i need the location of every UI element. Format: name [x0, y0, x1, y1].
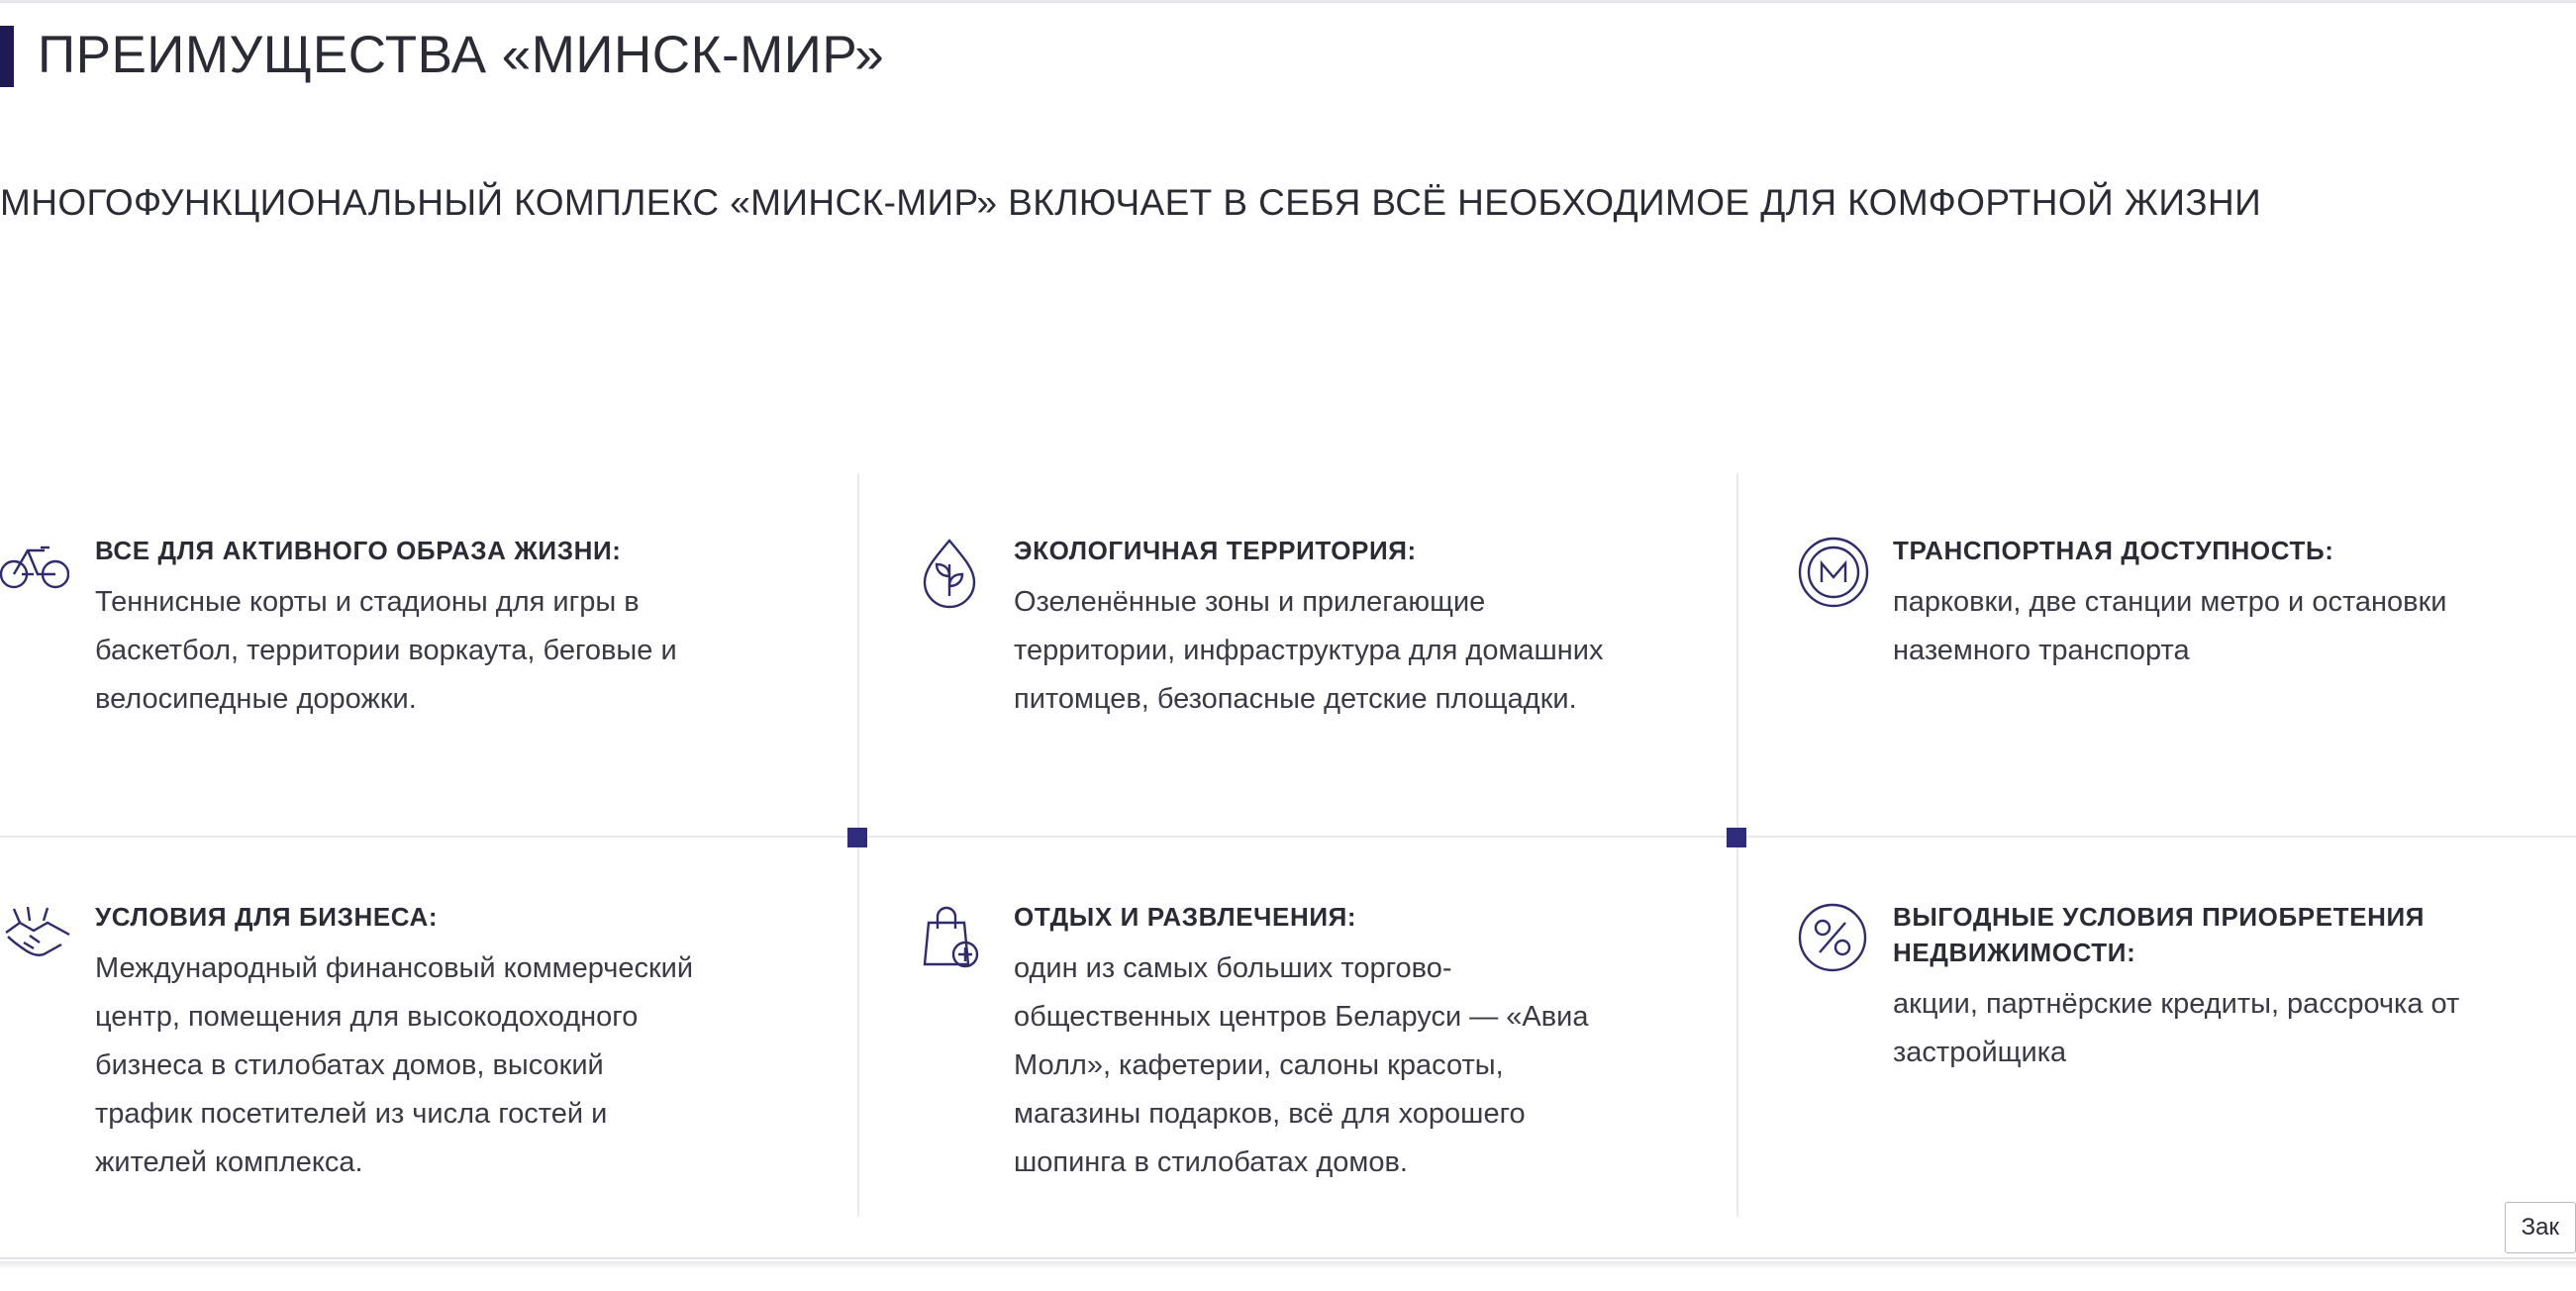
leaf-drop-icon: [919, 533, 1014, 806]
page-bottom-edge: [0, 1257, 2576, 1291]
feature-card-active-lifestyle: [0, 473, 857, 836]
feature-title: ВСЕ ДЛЯ АКТИВНОГО ОБРАЗА ЖИЗНИ:: [95, 536, 622, 565]
bicycle-icon: [0, 533, 95, 806]
feature-text: Озеленённые зоны и прилегающие территории, инфраструктура для домашних питомцев, безопасные детские площадки.: [1014, 586, 1604, 715]
page-title: ПРЕИМУЩЕСТВА «МИНСК-МИР»: [38, 26, 885, 84]
feature-title: ВЫГОДНЫЕ УСЛОВИЯ ПРИОБРЕТЕНИЯ НЕДВИЖИМОСТИ:: [1893, 902, 2426, 967]
feature-text: парковки, две станции метро и остановки наземного транспорта: [1893, 586, 2447, 666]
handshake-icon: [0, 899, 95, 1187]
feature-title: ОТДЫХ И РАЗВЛЕЧЕНИЯ:: [1014, 902, 1357, 932]
feature-text: Международный финансовый коммерческий центр, помещения для высокодоходного бизнеса в стилобатах домов, высокий трафик посетителей из числа гостей и жителей комплекса.: [95, 952, 694, 1178]
divider-marker-left: [847, 828, 867, 847]
feature-body: [1014, 533, 1677, 806]
shopping-bag-icon: [919, 899, 1014, 1187]
feature-card-purchase-terms: [1736, 836, 2576, 1217]
bottom-shadow: [0, 1261, 2576, 1269]
feature-title: ЭКОЛОГИЧНАЯ ТЕРРИТОРИЯ:: [1014, 536, 1417, 565]
feature-text: Теннисные корты и стадионы для игры в баскетбол, территории воркаута, беговые и велосипедные дорожки.: [95, 586, 677, 715]
feature-text: один из самых больших торгово-общественных центров Беларуси — «Авиа Молл», кафетерии, салоны красоты, магазины подарков, всё для хорошего шопинга в стилобатах домов.: [1014, 952, 1589, 1178]
feature-title: УСЛОВИЯ ДЛЯ БИЗНЕСА:: [95, 902, 439, 932]
feature-text: акции, партнёрские кредиты, рассрочка от застройщика: [1893, 988, 2460, 1068]
feature-body: [1014, 899, 1677, 1187]
page-subtitle: МНОГОФУНКЦИОНАЛЬНЫЙ КОМПЛЕКС «МИНСК-МИР» ВКЛЮЧАЕТ В СЕБЯ ВСЁ НЕОБХОДИМОЕ ДЛЯ КОМФОРТНОЙ ЖИЗНИ: [0, 182, 2262, 223]
top-divider: [0, 0, 2576, 3]
feature-card-eco-territory: [857, 473, 1736, 836]
feature-body: [1893, 533, 2517, 806]
divider-marker-right: [1727, 828, 1746, 847]
feature-body: [1893, 899, 2517, 1187]
feature-body: [95, 899, 798, 1187]
feature-card-leisure: [857, 836, 1736, 1217]
feature-title: ТРАНСПОРТНАЯ ДОСТУПНОСТЬ:: [1893, 536, 2334, 565]
feature-body: [95, 533, 798, 806]
callback-button[interactable]: Зак: [2505, 1202, 2576, 1253]
percent-icon: [1798, 899, 1893, 1187]
metro-icon: [1798, 533, 1893, 806]
page-heading: [0, 26, 884, 87]
feature-card-transport: [1736, 473, 2576, 836]
features-grid: [0, 473, 2576, 1217]
heading-accent-bar: [0, 26, 14, 87]
feature-card-business: [0, 836, 857, 1217]
